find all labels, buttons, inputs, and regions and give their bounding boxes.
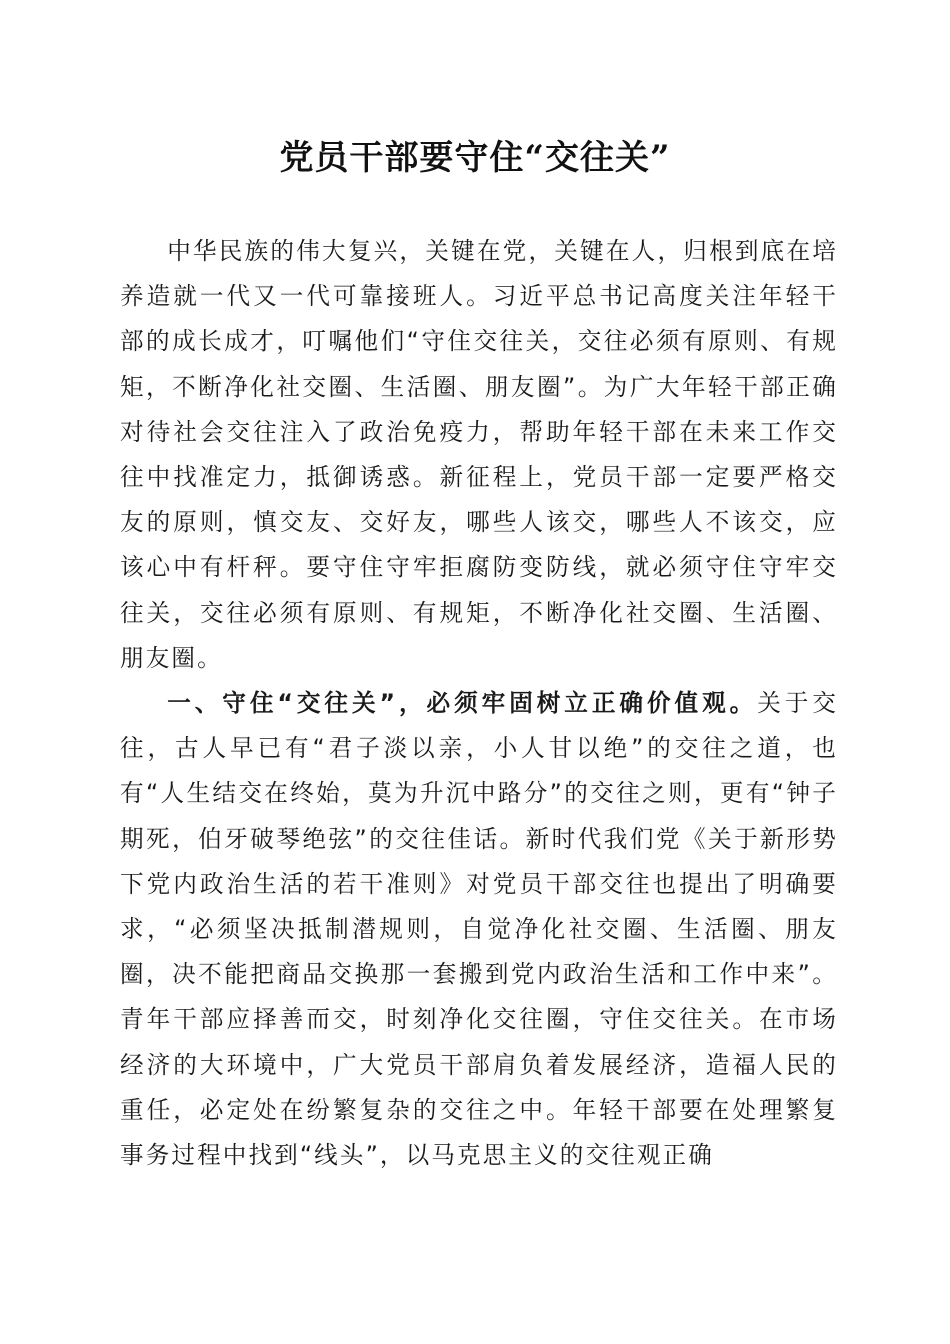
section-1-text: 关于交往，古人早已有“君子淡以亲，小人甘以绝”的交往之道，也有“人生结交在终始，莫为升沉中路分”的交往之则，更有“钟子期死，伯牙破琴绝弦”的交往佳话。新时代我们党《关于新形势下党内政治生活的若干准则》对党员干部交往也提出了明确要求，“必须坚决抵制潜规则，自觉净化社交圈、生活圈、朋友圈，决不能把商品交换那一套搬到党内政治生活和工作中来”。青年干部应择善而交，时刻净化交往圈，守住交往关。在市场经济的大环境中，广大党员干部肩负着发展经济，造福人民的重任，必定处在纷繁复杂的交往之中。年轻干部要在处理繁复事务过程中找到“线头”，以马克思主义的交往观正确 bbox=[120, 689, 838, 1170]
document-title: 党员干部要守住“交往关” bbox=[279, 138, 671, 178]
section-1-heading: 一、守住“交往关”，必须牢固树立正确价值观。 bbox=[167, 689, 758, 718]
intro-paragraph: 中华民族的伟大复兴，关键在党，关键在人，归根到底在培养造就一代又一代可靠接班人。习近平总书记高度关注年轻干部的成长成才，叮嘱他们“守住交往关，交往必须有原则、有规矩，不断净化社交圈、生活圈、朋友圈”。为广大年轻干部正确对待社会交往注入了政治免疫力，帮助年轻干部在未来工作交往中找准定力，抵御诱惑。新征程上，党员干部一定要严格交友的原则，慎交友、交好友，哪些人该交，哪些人不该交，应该心中有杆秤。要守住守牢拒腐防变防线，就必须守住守牢交往关，交往必须有原则、有规矩，不断净化社交圈、生活圈、朋友圈。 bbox=[120, 237, 838, 672]
section-1-paragraph bbox=[120, 681, 838, 1178]
document-body bbox=[120, 229, 838, 1178]
